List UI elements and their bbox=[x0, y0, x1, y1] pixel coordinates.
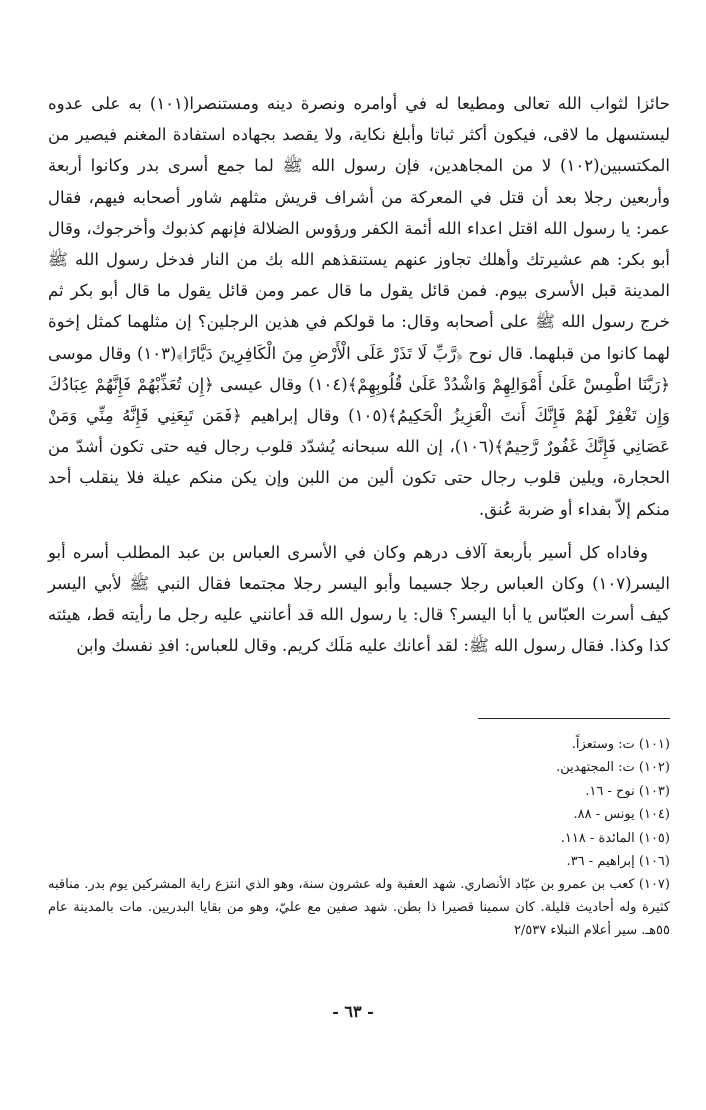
footnote-101: (١٠١) ت: وستعزاً. bbox=[571, 737, 670, 752]
footnote-105: (١٠٥) المائدة - ١١٨. bbox=[560, 830, 670, 846]
body-paragraph-1: حائزا لثواب الله تعالى ومطيعا له في أوامره ونصرة دينه ومستنصرا(١٠١) به على عدوه ليستسهل ما لاقى، فيكون أكثر ثباتا وأبلغ نكاية، ولا يقصد بجهاده استفادة المغنم فيصير من المكتسبين(١٠٢) لا من المجاهدين، فإن رسول الله ﷺ لما جمع أسرى بدر وكانوا أربعة وأربعين رجلا بعد أن قتل في المعركة من أشراف قريش مثلهم شاور أصحابه فيهم، فقال عمر: يا رسول الله اقتل اعداء الله أئمة الكفر ورؤوس الضلالة فإنهم كذبوك وأخرجوك، وقال أبو بكر: هم عشيرتك وأهلك تجاوز عنهم يستنقذهم الله بك من النار فدخل رسول الله ﷺ المدينة قبل الأسرى بيوم. فمن قائل يقول ما قال عمر ومن قائل يقول ما قال أبو بكر ثم خرج رسول الله ﷺ على أصحابه وقال: ما قولكم في هذين الرجلين؟ إن مثلهما كمثل إخوة لهما كانوا من قبلهما. قال نوح ﴿رَّبِّ لَا تَذَرْ عَلَى الْأَرْضِ مِنَ الْكَافِرِينَ دَيَّارًا﴾(١٠٣) وقال موسى ﴿رَبَّنَا اطْمِسْ عَلَىٰ أَمْوَالِهِمْ وَاشْدُدْ عَلَىٰ قُلُوبِهِمْ﴾(١٠٤) وقال عيسى ﴿إِن تُعَذِّبْهُمْ فَإِنَّهُمْ عِبَادُكَ وَإِن تَغْفِرْ لَهُمْ فَإِنَّكَ أَنتَ الْعَزِيزُ الْحَكِيمُ﴾(١٠٥) وقال إبراهيم ﴿فَمَن تَبِعَنِي فَإِنَّهُ مِنِّي وَمَنْ عَصَانِي فَإِنَّكَ غَفُورٌ رَّحِيمٌ﴾(١٠٦)، إن الله سبحانه يُشدّد قلوب رجال فيه حتى تكون أشدّ من الحجارة، ويلين قلوب رجال حتى تكون ألين من اللبن وإن يكن منكم عيلة فلا ينقلب أحد منكم إلاّ بفداء أو ضربة عُنق. bbox=[48, 94, 671, 519]
footnote-separator bbox=[478, 718, 670, 719]
footnote-103: (١٠٣) نوح - ١٦. bbox=[585, 783, 670, 799]
page-number: - ٦٣ - bbox=[332, 1002, 374, 1021]
footnote-107: (١٠٧) كعب بن عمرو بن عبّاد الأنصاري. شهد العقبة وله عشرون سنة، وهو الذي انتزع راية المشركين يوم بدر. مناقبه كثيرة وله أحاديث قليلة. كان سمينا قصيرا ذا بطن. شهد صفين مع عليّ، وهو من بقايا البدريين. مات بالمدينة عام ٥٥هـ. سير أعلام النبلاء ٢/٥٣٧ bbox=[48, 877, 670, 939]
footnote-102: (١٠٢) ت: المجتهدين. bbox=[556, 760, 670, 776]
footnote-104: (١٠٤) يونس - ٨٨. bbox=[573, 807, 670, 823]
body-paragraph-2: وفاداه كل أسير بأربعة آلاف درهم وكان في الأسرى العباس بن عبد المطلب أسره أبو اليسر(١٠٧) وكان العباس رجلا جسيما وأبو اليسر رجلا مجتمعا فقال النبي ﷺ لأبي اليسر كيف أسرت العبّاس يا أبا اليسر؟ قال: يا رسول الله قد أعانني عليه رجل ما رأيته قط، هيئته كذا وكذا. فقال رسول الله ﷺ: لقد أعانك عليه مَلَك كريم. وقال للعباس: افدِ نفسك وابن bbox=[48, 542, 670, 656]
footnote-106: (١٠٦) إبراهيم - ٣٦. bbox=[566, 854, 670, 870]
main-text bbox=[48, 88, 670, 662]
footnotes bbox=[48, 733, 670, 942]
